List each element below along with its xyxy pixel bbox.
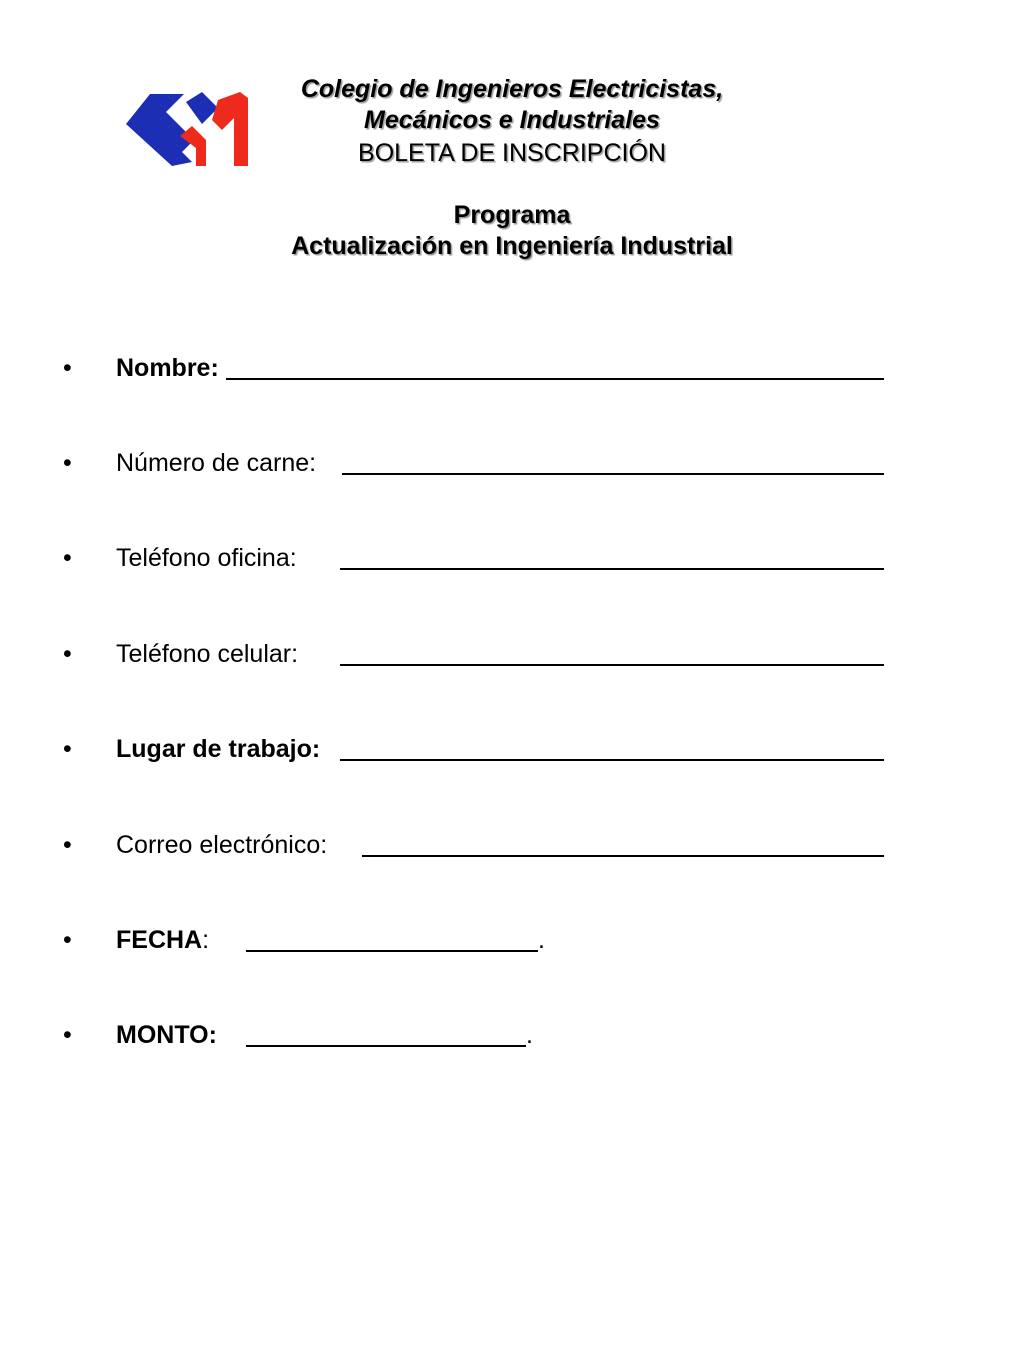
monto-input-line[interactable] [246,1045,526,1047]
form-header [200,74,824,262]
bullet: • [63,544,72,572]
field-lugar-trabajo [63,729,885,769]
org-name-line2: Mecánicos e Industriales [364,106,660,134]
field-label: Teléfono oficina: [116,544,297,572]
bullet: • [63,354,72,382]
program-name: Actualización en Ingeniería Industrial [291,232,733,260]
field-label: FECHA [116,926,203,954]
field-monto [63,1015,563,1055]
field-telefono-celular [63,634,885,674]
fecha-period: . [538,926,545,954]
logo-blue-shape [126,94,194,166]
telefono-celular-input-line[interactable] [340,664,884,666]
bullet: • [63,735,72,763]
field-label: MONTO: [116,1021,217,1049]
field-correo [63,825,885,865]
bullet: • [63,1021,72,1049]
field-label-colon: : [202,926,210,954]
fecha-input-line[interactable] [246,950,538,952]
correo-input-line[interactable] [362,855,884,857]
nombre-input-line[interactable] [226,378,884,380]
form-title: BOLETA DE INSCRIPCIÓN [358,139,666,167]
field-fecha [63,920,563,960]
org-name-line1: Colegio de Ingenieros Electricistas, [300,75,724,103]
monto-period: . [526,1021,533,1049]
field-nombre [63,348,885,388]
telefono-oficina-input-line[interactable] [340,568,884,570]
field-label: Lugar de trabajo: [116,735,321,763]
field-label: Nombre: [116,354,219,382]
bullet: • [63,831,72,859]
field-numero-carne [63,443,885,483]
carne-input-line[interactable] [342,473,884,475]
bullet: • [63,926,72,954]
field-telefono-oficina [63,538,885,578]
bullet: • [63,640,72,668]
field-label: Correo electrónico: [116,831,328,859]
lugar-trabajo-input-line[interactable] [340,759,884,761]
field-label: Teléfono celular: [116,640,299,668]
field-label: Número de carne: [116,449,317,477]
program-label: Programa [453,201,571,229]
bullet: • [63,449,72,477]
